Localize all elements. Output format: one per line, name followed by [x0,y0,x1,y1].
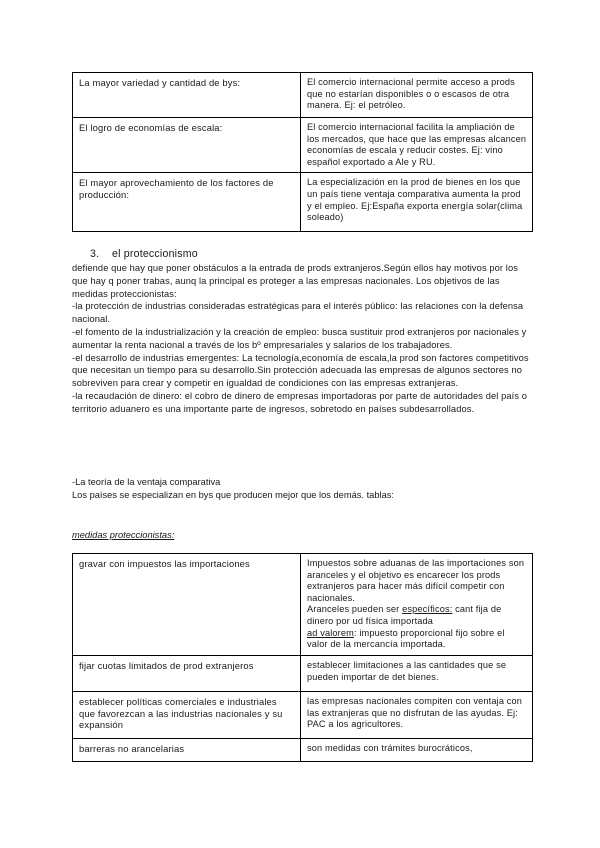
paragraph: -la protección de industrias consideradas estratégicas para el interés público: las relaciones con la defensa nacional. [72,301,524,325]
table-cell-factor: El mayor aprovechamiento de los factores de producción: [73,173,301,232]
table-cell-measure: gravar con impuestos las importaciones [73,554,301,656]
advantages-table [72,72,533,232]
table-cell-measure: establecer políticas comerciales e industriales que favorezcan a las industrias nacionales y su expansión [73,692,301,739]
paragraph: -la recaudación de dinero: el cobro de dinero de empresas importadoras por parte de autoridades del país o territorio aduanero es una importante parte de ingresos, sobretodo en países subdesarrollados. [72,390,528,414]
description-text: cant fija de dinero por ud física importada [307,604,502,626]
section-title: el proteccionismo [112,248,198,260]
paragraph: -el desarrollo de industrias emergentes: La tecnología,economía de escala,la prod son factores competitivos que necesitan un tiempo para su desarrollo.Sin protección adecuada las empresas de algunos sectores no sobreviven para crear y competir en igualdad de condiciones con las empresas extranjeras. [72,352,529,389]
table-row [73,73,533,118]
paragraph: -el fomento de la industrialización y la creación de empleo: busca sustituir prod extranjeros por nacionales y aumentar la renta nacional a través de los bº empresariales y salarios de los trabajadores. [72,326,527,350]
table-row [73,554,533,656]
table-cell-factor: El logro de economías de escala: [73,118,301,173]
table-cell-description: La especialización en la prod de bienes en los que un país tiene ventaja comparativa aumenta la prod y el empleo. Ej:España exporta energía solar(clima soleado) [301,173,533,232]
section-heading [90,248,198,260]
table-cell-description: El comercio internacional facilita la ampliación de los mercados, que hace que las empresas alcancen economías de escala y reducir costes. Ej: vino español exportado a Ale y RU. [301,118,533,173]
description-text: Aranceles pueden ser [307,604,403,615]
theory-block [72,476,532,502]
table-cell-measure: barreras no arancelarias [73,739,301,762]
section-body [72,262,532,416]
description-text: Impuestos sobre aduanas de las importaciones son aranceles y el objetivo es encarecer los prods extranjeros para hacer más difícil competir con nacionales. [307,558,525,603]
table-cell-description: las empresas nacionales compiten con ventaja con las extranjeras que no disfrutan de las ayudas. Ej: PAC a los agricultores. [301,692,533,739]
table-row [73,739,533,762]
underlined-term: ad valorem [307,627,354,638]
table-cell-factor: La mayor variedad y cantidad de bys: [73,73,301,118]
table-row [73,692,533,739]
measures-heading: medidas proteccionistas: [72,530,175,540]
table-row [73,173,533,232]
table-cell-description: El comercio internacional permite acceso a prods que no estarían disponibles o o escasos de otra manera. Ej: el petróleo. [301,73,533,118]
table-cell-description: son medidas con trámites burocráticos, [301,739,533,762]
table-cell-description: establecer limitaciones a las cantidades que se pueden importar de det bienes. [301,656,533,692]
table-row [73,118,533,173]
paragraph: defiende que hay que poner obstáculos a la entrada de prods extranjeros.Según ellos hay motivos por los que hay q poner trabas, aunq la principal es proteger a las empresas nacionales. Los objetivos de las medidas proteccionistas: [72,263,518,299]
theory-text: Los países se especializan en bys que producen mejor que los demás. tablas: [72,489,394,500]
underlined-term: específicos: [402,604,453,615]
table-row [73,656,533,692]
description-text: : impuesto proporcional fijo sobre el valor de la mercancía importada. [307,627,505,650]
table-cell-description [301,554,533,656]
section-number: 3. [90,248,100,260]
measures-table [72,553,533,762]
table-cell-measure: fijar cuotas limitados de prod extranjeros [73,656,301,692]
theory-title: -La teoría de la ventaja comparativa [72,477,221,487]
